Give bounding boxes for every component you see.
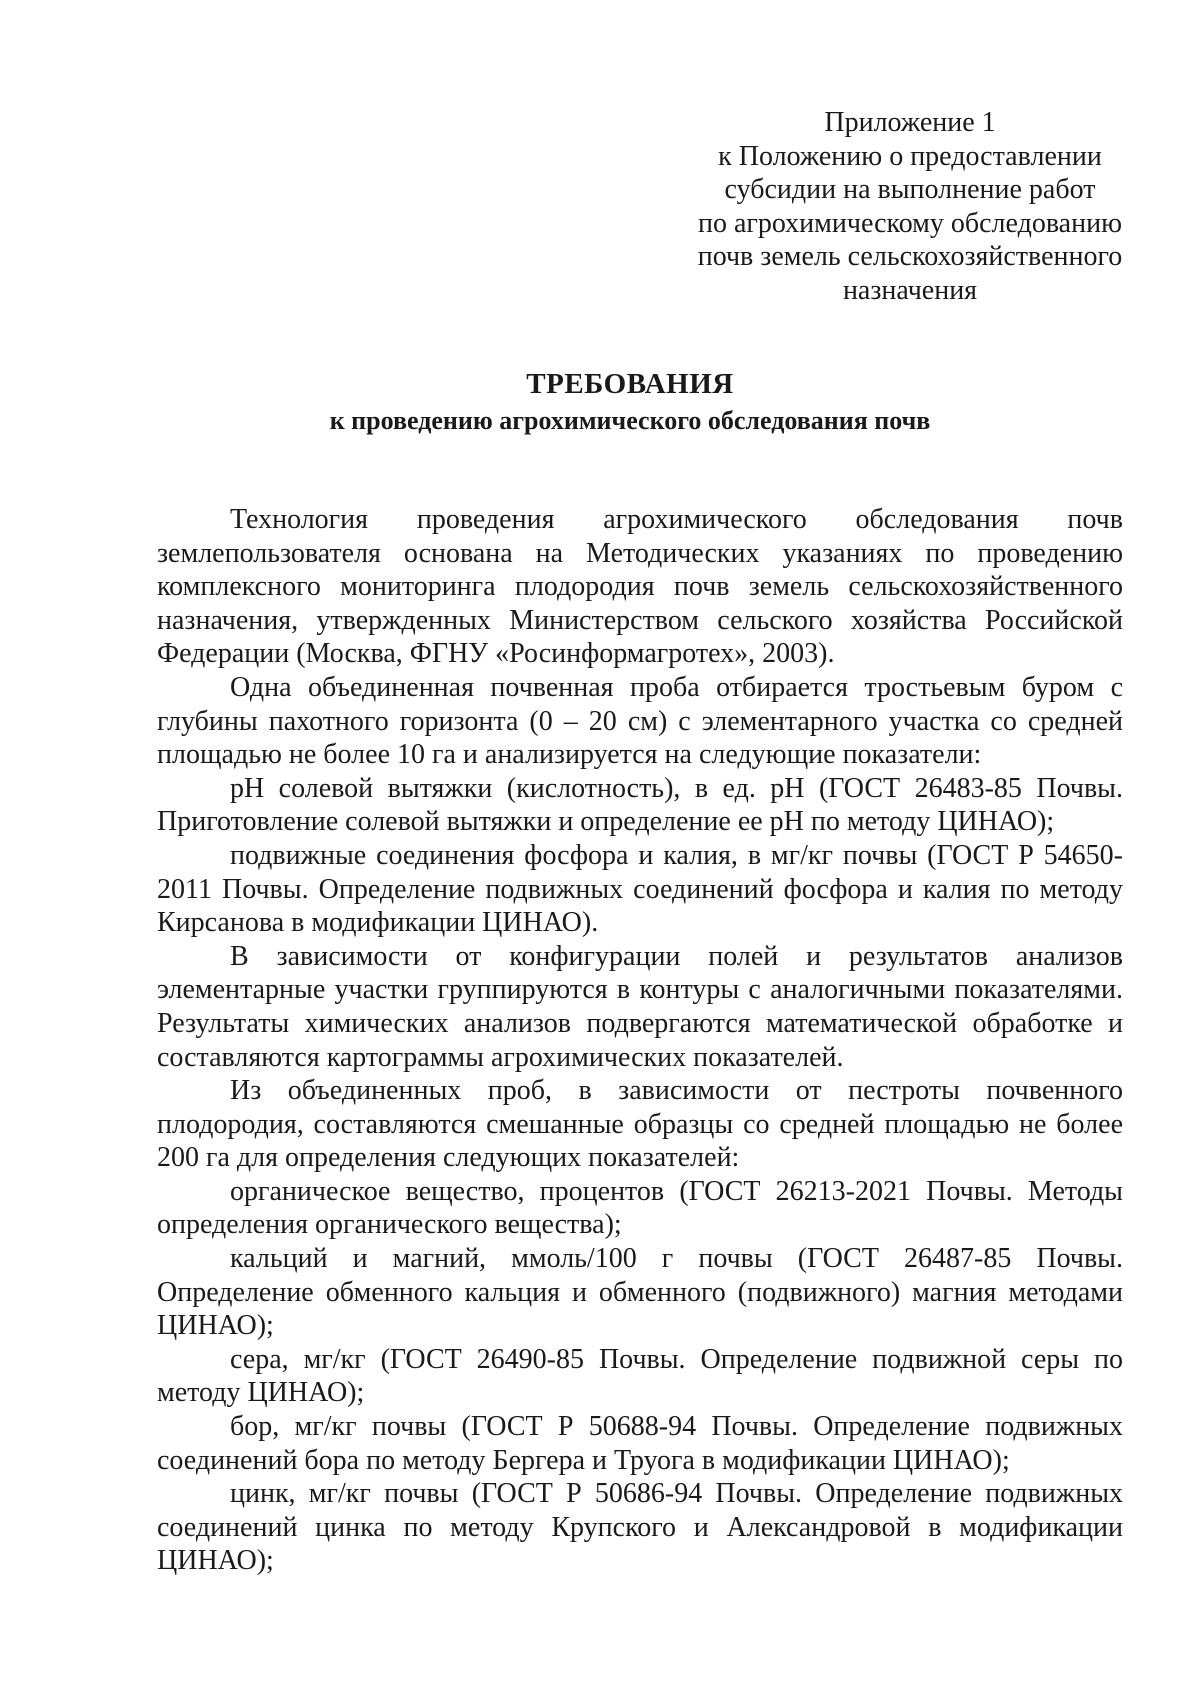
appendix-line: почв земель сельскохозяйственного: [697, 241, 1123, 273]
body-paragraph: бор, мг/кг почвы (ГОСТ Р 50688-94 Почвы. Определение подвижных соединений бора по методу Бергера и Труога в модификации ЦИНАО);: [157, 1411, 1123, 1476]
document-body: [157, 503, 1123, 1578]
appendix-line: к Положению о предоставлении: [718, 140, 1102, 172]
body-paragraph: В зависимости от конфигурации полей и результатов анализов элементарные участки группируются в контуры с аналогичными показателями. Результаты химических анализов подвергаются математической обработке и составляются картограммы агрохимических показателей.: [157, 940, 1123, 1073]
body-paragraph: кальций и магний, ммоль/100 г почвы (ГОСТ 26487-85 Почвы. Определение обменного кальция и обменного (подвижного) магния методами ЦИНАО);: [157, 1243, 1123, 1342]
appendix-header: [690, 106, 1130, 308]
document-title: ТРЕБОВАНИЯ: [526, 368, 734, 400]
body-paragraph: рН солевой вытяжки (кислотность), в ед. рН (ГОСТ 26483-85 Почвы. Приготовление солевой вытяжки и определение ее рН по методу ЦИНАО);: [157, 772, 1123, 838]
appendix-line: по агрохимическому обследованию: [697, 207, 1122, 239]
body-paragraph: Из объединенных проб, в зависимости от пестроты почвенного плодородия, составляются смешанные образцы со средней площадью не более 200 га для определения следующих показателей:: [157, 1075, 1123, 1174]
body-paragraph: Одна объединенная почвенная проба отбирается тростьевым буром с глубины пахотного горизонта (0 – 20 см) с элементарного участка со средней площадью не более 10 га и анализируется на следующие показатели:: [157, 671, 1123, 771]
body-paragraph: подвижные соединения фосфора и калия, в мг/кг почвы (ГОСТ Р 54650-2011 Почвы. Определение подвижных соединений фосфора и калия по методу Кирсанова в модификации ЦИНАО).: [157, 839, 1123, 939]
document-subtitle: к проведению агрохимического обследования почв: [329, 406, 931, 435]
body-paragraph: цинк, мг/кг почвы (ГОСТ Р 50686-94 Почвы. Определение подвижных соединений цинка по методу Крупского и Александровой в модификации ЦИНАО);: [157, 1478, 1123, 1577]
body-paragraph: сера, мг/кг (ГОСТ 26490-85 Почвы. Определение подвижной серы по методу ЦИНАО);: [157, 1343, 1123, 1409]
appendix-line: назначения: [842, 274, 978, 306]
body-paragraph: Технология проведения агрохимического обследования почв землепользователя основана на Методических указаниях по проведению комплексного мониторинга плодородия почв земель сельскохозяйственного назначения, утвержденных Министерством сельского хозяйства Российской Федерации (Москва, ФГНУ «Росинформагротех», 2003).: [157, 504, 1123, 670]
body-paragraph: органическое вещество, процентов (ГОСТ 26213-2021 Почвы. Методы определения органического вещества);: [157, 1175, 1123, 1241]
appendix-line: субсидии на выполнение работ: [724, 174, 1096, 206]
appendix-line: Приложение 1: [824, 107, 996, 138]
